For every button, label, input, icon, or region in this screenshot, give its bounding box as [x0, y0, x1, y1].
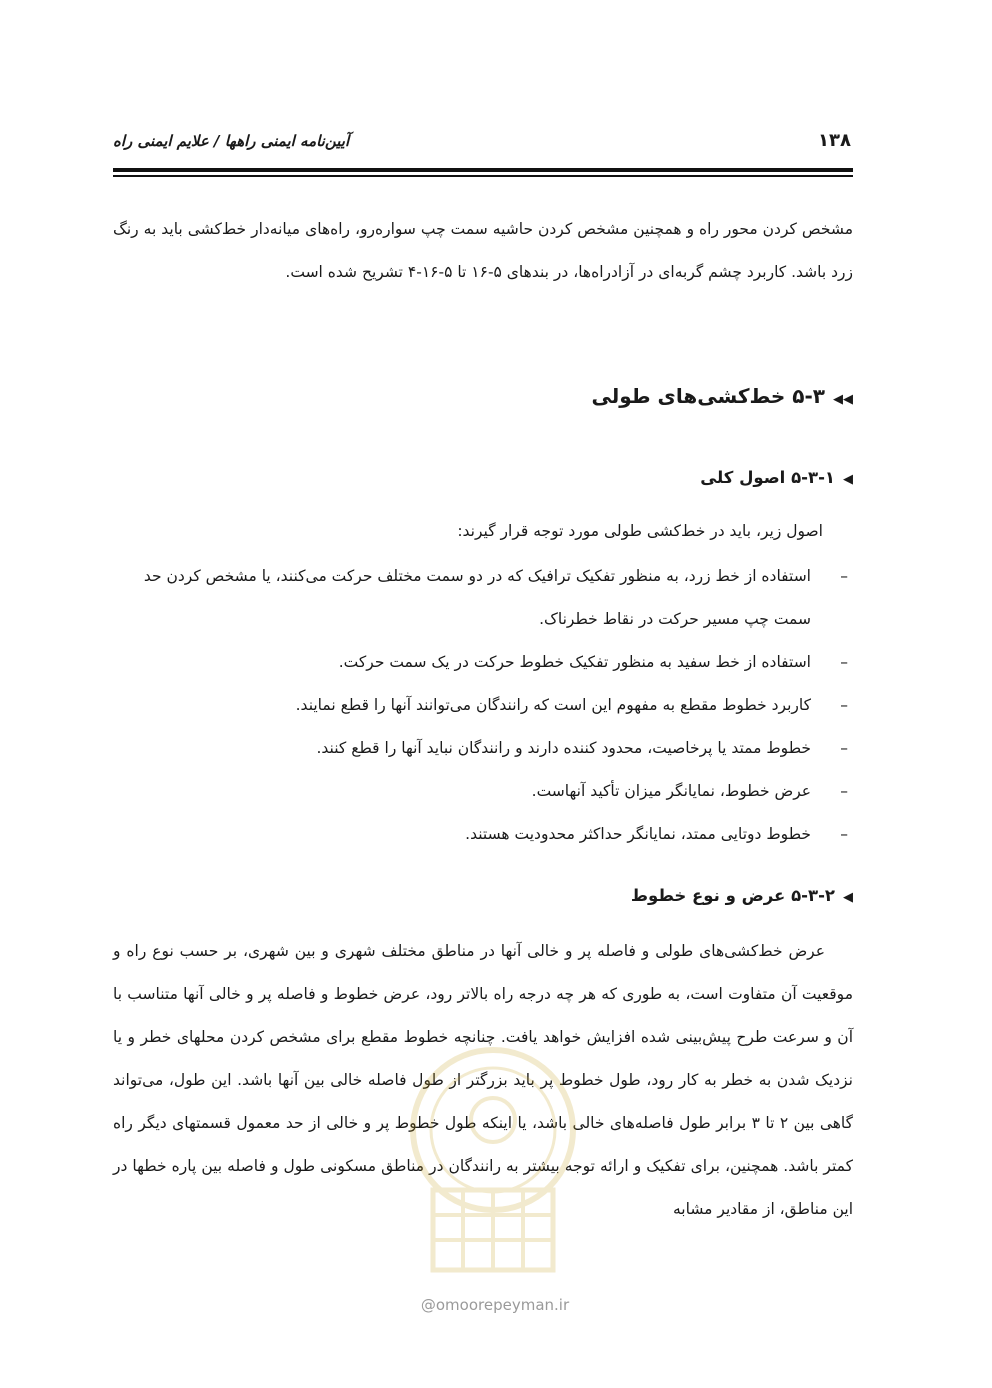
list-item [113, 727, 853, 770]
arrow-icon: ◀ [843, 472, 853, 487]
bank-logo-icon [393, 1040, 593, 1280]
subsection-1-lead: اصول زیر، باید در خط‌کشی طولی مورد توجه قرار گیرند: [457, 522, 823, 540]
list-item [113, 813, 853, 856]
subsection-2-paragraph: عرض خط‌کشی‌های طولی و فاصله پر و خالی آنها در مناطق مختلف شهری و بین شهری، بر حسب نوع راه و موقعیت آن متفاوت است، به طوری که هر چه درجه راه بالاتر رود، عرض خطوط و فاصله پر و خالی آنها متناسب با آن و سرعت طرح پیش‌بینی شده افزایش خواهد یافت. چنانچه خطوط مقطع برای مشخص کردن محلهای خطر و یا نزدیک شدن به خطر به کار رود، طول خطوط پر باید بزرگتر از طول فاصله خالی بین آنها باشد. این طول، می‌تواند گاهی بین ۲ تا ۳ برابر طول فاصله‌های خالی باشد، یا اینکه طول خطوط پر و خالی از حد معمول قسمتهای دیگر راه کمتر باشد. همچنین، برای تفکیک و ارائه توجه بیشتر به رانندگان در مناطق مسکونی طول و فاصله بین پاره خطها در این مناطق، از مقادیر مشابه [113, 942, 854, 1218]
section-heading-text: ۵-۳ خط‌کشی‌های طولی [591, 384, 825, 408]
list-item [113, 555, 853, 641]
list-item [113, 684, 853, 727]
header-rule-thick [113, 168, 853, 172]
list-item-text: خطوط ممتد یا پرخاصیت، محدود کننده دارند و رانندگان نباید آنها را قطع کنند. [316, 739, 811, 757]
subsection-2-heading [631, 886, 853, 905]
intro-paragraph: مشخص کردن محور راه و همچنین مشخص کردن حاشیه سمت چپ سواره‌رو، راه‌های میانه‌دار خط‌کشی باید به رنگ زرد باشد. کاربرد چشم گربه‌ای در آزادراه‌ها، در بندهای ۵-۱۶ تا ۵-۱۶-۴ تشریح شده است. [113, 220, 853, 281]
principles-list [113, 555, 853, 856]
list-dash: – [840, 825, 848, 843]
double-arrow-icon: ◀◀ [833, 392, 853, 407]
list-item-text: خطوط دوتایی ممتد، نمایانگر حداکثر محدودیت هستند. [465, 825, 811, 843]
running-title: آیین‌نامه ایمنی راهها / علایم ایمنی راه [113, 132, 350, 150]
arrow-icon: ◀ [843, 890, 853, 905]
watermark-text: @omoorepeyman.ir [420, 1296, 570, 1314]
page-header [113, 128, 853, 158]
list-dash: – [840, 696, 848, 714]
subsection-2-heading-text: ۵-۳-۲ عرض و نوع خطوط [630, 886, 835, 905]
header-rule-thin [113, 175, 853, 177]
list-item-text: عرض خطوط، نمایانگر میزان تأکید آنهاست. [531, 782, 811, 800]
list-dash: – [840, 653, 848, 671]
page-number: ۱۳۸ [818, 130, 851, 151]
section-heading [591, 384, 853, 408]
list-dash: – [840, 567, 848, 585]
list-item [113, 770, 853, 813]
list-item-text: استفاده از خط زرد، به منظور تفکیک ترافیک که در دو سمت مختلف حرکت می‌کنند، یا مشخص کردن حد سمت چپ مسیر حرکت در نقاط خطرناک. [143, 567, 811, 628]
list-item [113, 641, 853, 684]
list-dash: – [840, 782, 848, 800]
list-item-text: استفاده از خط سفید به منظور تفکیک خطوط حرکت در یک سمت حرکت. [338, 653, 811, 671]
subsection-1-heading [700, 468, 853, 487]
subsection-1-heading-text: ۵-۳-۱ اصول کلی [700, 468, 835, 487]
list-item-text: کاربرد خطوط مقطع به مفهوم این است که رانندگان می‌توانند آنها را قطع نمایند. [295, 696, 811, 714]
list-dash: – [840, 739, 848, 757]
